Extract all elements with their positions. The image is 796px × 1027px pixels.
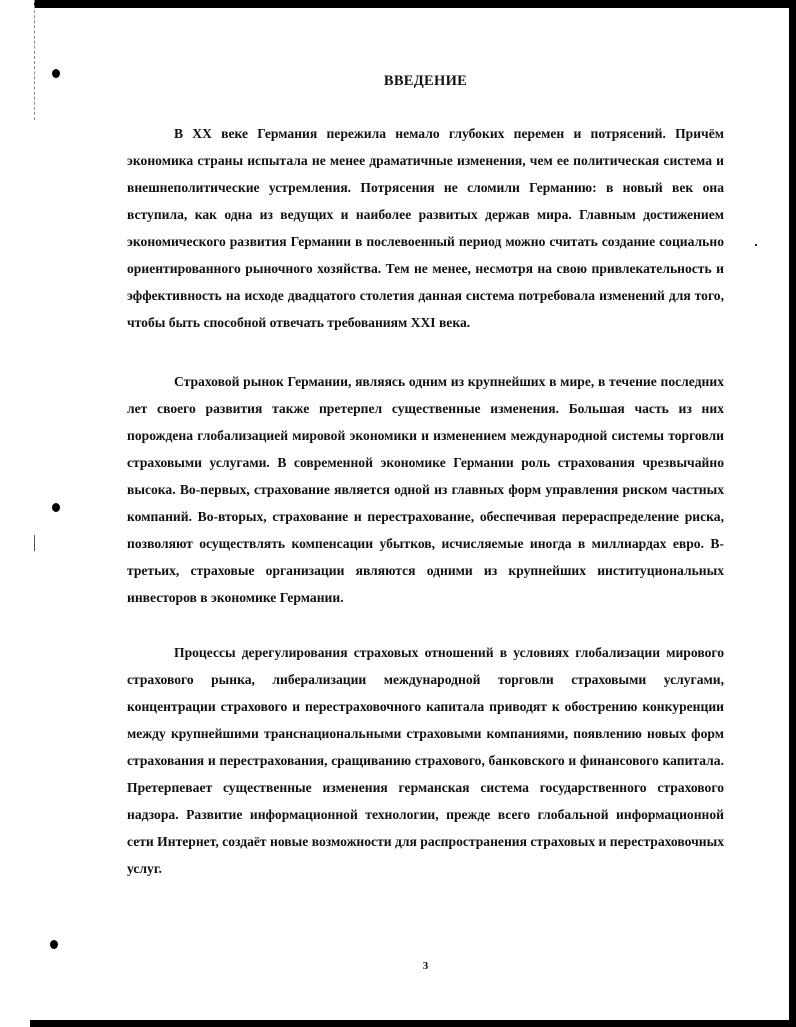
- scan-border-right: [789, 0, 796, 1027]
- page-number: 3: [422, 960, 429, 972]
- paragraph-3: Процессы дерегулирования страховых отношений в условиях глобализации мирового страхового рынка, либерализации международной торговли страховыми услугами, концентрации страхового и перестраховочного капитала приводят к обострению конкуренции между крупнейшими транснациональными страховыми компаниями, появлению новых форм страхования и перестрахования, сращиванию страхового, банковского и финансового капитала. Претерпевает существенные изменения германская система государственного страхового надзора. Развитие информационной технологии, прежде всего глобальной информационной сети Интернет, создаёт новые возможности для распространения страховых и перестраховочных услуг.: [127, 645, 724, 876]
- scan-edge-mark: [34, 535, 35, 551]
- paragraph-1: В XX веке Германия пережила немало глубоких перемен и потрясений. Причём экономика страны испытала не менее драматичные изменения, чем ее политическая система и внешнеполитические устремления. Потрясения не сломили Германию: в новый век она вступила, как одна из ведущих и наиболее развитых держав мира. Главным достижением экономического развития Германии в послевоенный период можно считать создание социально ориентированного рыночного хозяйства. Тем не менее, несмотря на свою привлекательность и эффективность на исходе двадцатого столетия данная система потребовала изменений для того, чтобы быть способной отвечать требованиям XXI века.: [127, 126, 724, 330]
- scan-border-top: [34, 0, 796, 8]
- binder-hole-mark: [52, 503, 60, 512]
- binder-hole-mark: [52, 69, 60, 78]
- binder-hole-mark: [50, 940, 58, 949]
- document-heading: ВВЕДЕНИЕ: [383, 73, 468, 89]
- scan-border-bottom: [30, 1020, 796, 1027]
- scan-edge-left: [34, 0, 36, 120]
- scan-speck: [755, 244, 757, 246]
- paragraph-2: Страховой рынок Германии, являясь одним из крупнейших в мире, в течение последних лет своего развития также претерпел существенные изменения. Большая часть из них порождена глобализацией мировой экономики и изменением международной системы торговли страховыми услугами. В современной экономике Германии роль страхования чрезвычайно высока. Во-первых, страхование является одной из главных форм управления риском частных компаний. Во-вторых, страхование и перестрахование, обеспечивая перераспределение риска, позволяют осуществлять компенсации убытков, исчисляемые иногда в миллиардах евро. В-третьих, страховые организации являются одними из крупнейших институциональных инвесторов в экономике Германии.: [127, 374, 724, 605]
